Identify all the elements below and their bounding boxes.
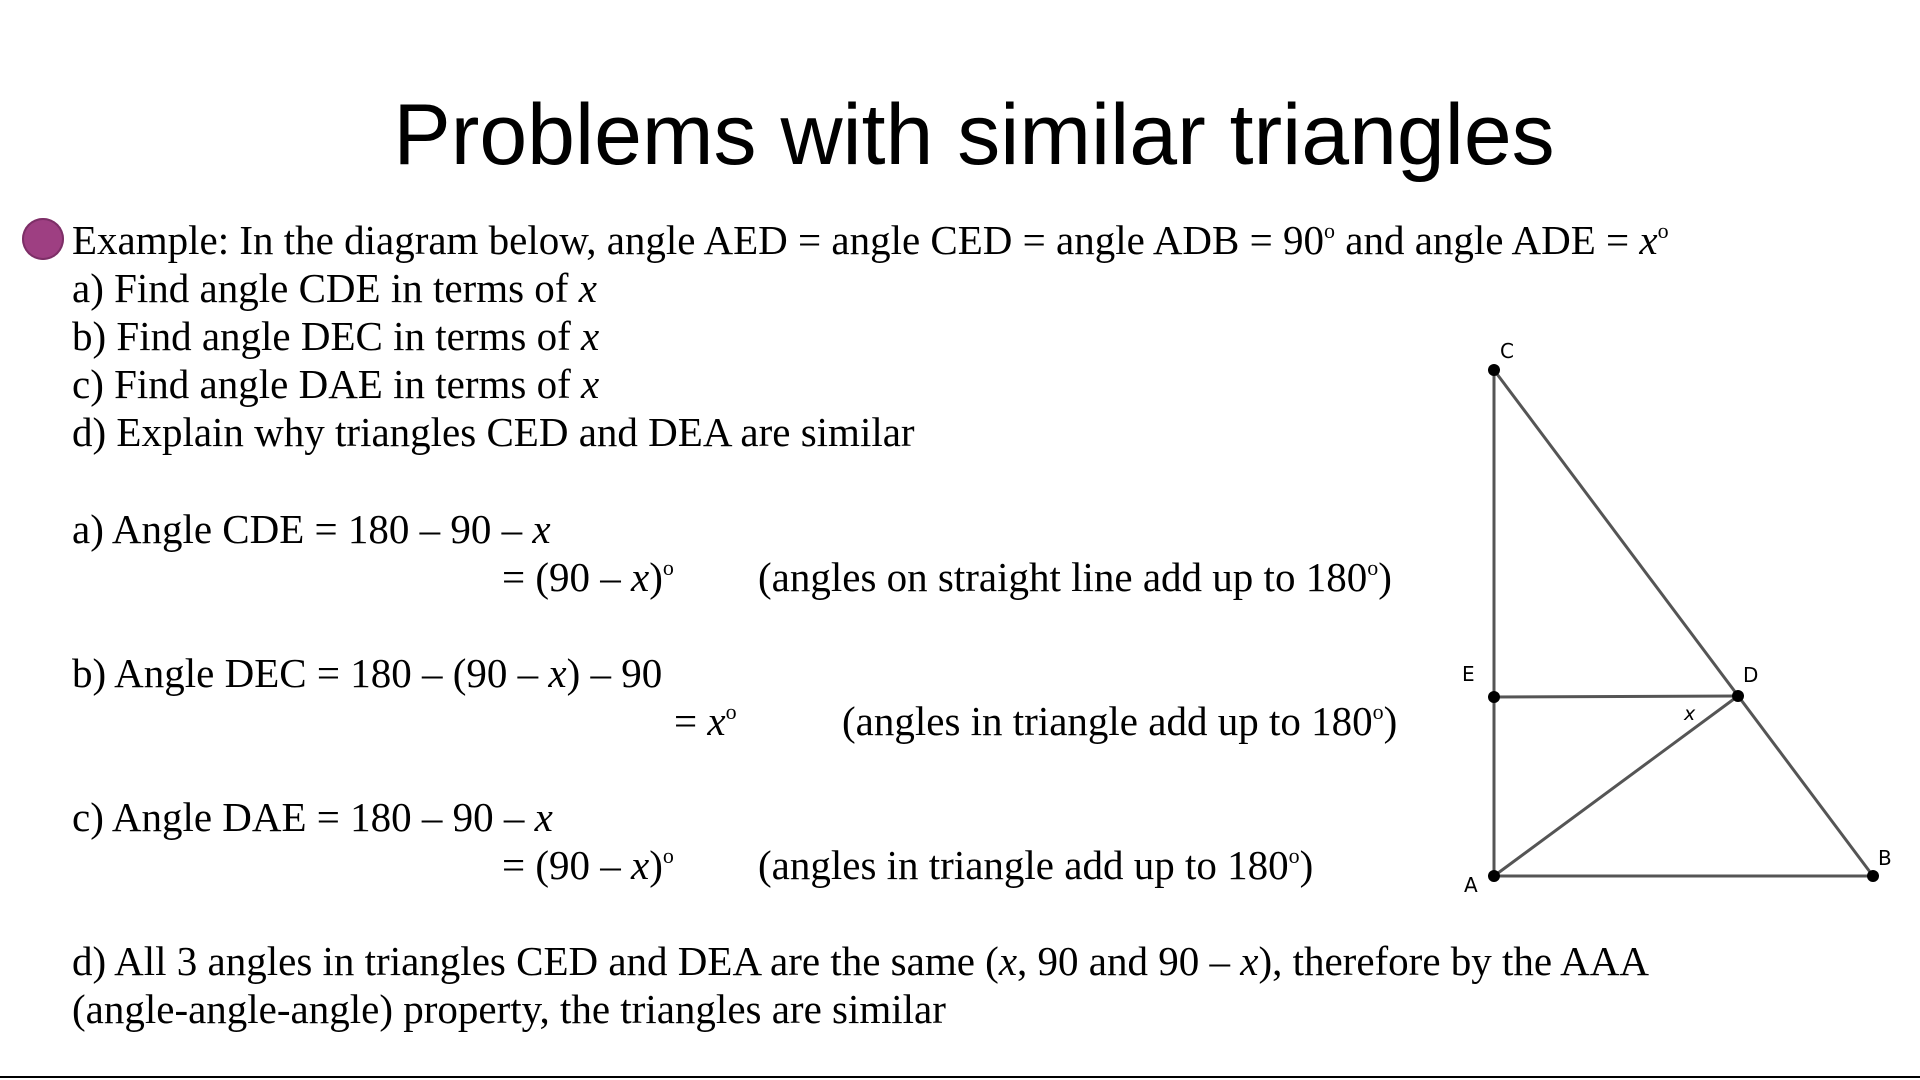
degree-sign: o bbox=[1372, 699, 1384, 724]
answer-b-line1-post: ) – 90 bbox=[566, 650, 663, 696]
answer-b-reason bbox=[842, 697, 1397, 745]
question-intro bbox=[72, 216, 1669, 264]
variable-x: x bbox=[534, 794, 553, 840]
answer-d-line1-pre: d) All 3 angles in triangles CED and DEA are the same ( bbox=[72, 938, 999, 984]
segment-ed bbox=[1494, 696, 1738, 697]
label-d: D bbox=[1743, 663, 1759, 687]
label-b: B bbox=[1878, 846, 1892, 870]
question-b bbox=[72, 312, 599, 360]
label-a: A bbox=[1464, 873, 1478, 897]
variable-x: x bbox=[532, 506, 551, 552]
bottom-border bbox=[0, 1076, 1920, 1078]
answer-c-reason-text: (angles in triangle add up to 180 bbox=[758, 842, 1289, 888]
answer-a-line2-post: ) bbox=[649, 554, 663, 600]
variable-x: x bbox=[548, 650, 567, 696]
answer-a-line1-text: a) Angle CDE = 180 – 90 – bbox=[72, 506, 533, 552]
segment-cb bbox=[1494, 370, 1873, 876]
question-c-text: c) Find angle DAE in terms of bbox=[72, 361, 581, 407]
answer-d-line1 bbox=[72, 937, 1649, 985]
answer-d-line1-post: ), therefore by the AAA bbox=[1258, 938, 1649, 984]
answer-a-line1 bbox=[72, 505, 551, 553]
answer-a-line2 bbox=[502, 553, 674, 601]
answer-b-reason-close: ) bbox=[1383, 698, 1398, 744]
question-intro-mid: and angle ADE = bbox=[1335, 217, 1640, 263]
answer-b-line1-pre: b) Angle DEC = 180 – (90 – bbox=[72, 650, 549, 696]
point-e bbox=[1488, 691, 1500, 703]
degree-sign: o bbox=[662, 843, 674, 868]
point-b bbox=[1867, 870, 1879, 882]
variable-x: x bbox=[631, 554, 650, 600]
answer-c-reason bbox=[758, 841, 1313, 889]
point-d bbox=[1732, 690, 1744, 702]
question-c bbox=[72, 360, 599, 408]
triangle-diagram bbox=[1440, 330, 1900, 910]
variable-x: x bbox=[707, 698, 726, 744]
label-c: C bbox=[1500, 339, 1514, 363]
answer-c-line1-text: c) Angle DAE = 180 – 90 – bbox=[72, 794, 535, 840]
answer-b-line1 bbox=[72, 649, 662, 697]
degree-sign: o bbox=[1324, 218, 1336, 243]
answer-d-line1-mid: , 90 and 90 – bbox=[1017, 938, 1241, 984]
variable-x: x bbox=[581, 313, 600, 359]
answer-c-reason-close: ) bbox=[1299, 842, 1314, 888]
variable-x: x bbox=[631, 842, 650, 888]
variable-x: x bbox=[580, 361, 600, 407]
answer-a-reason bbox=[758, 553, 1392, 601]
question-intro-text: Example: In the diagram below, angle AED = angle CED = angle ADB = 90 bbox=[72, 217, 1325, 263]
answer-b-reason-text: (angles in triangle add up to 180 bbox=[842, 698, 1373, 744]
answer-b-line2-pre: = bbox=[674, 698, 708, 744]
degree-sign: o bbox=[1657, 218, 1669, 243]
question-a bbox=[72, 264, 597, 312]
variable-x: x bbox=[578, 265, 597, 311]
answer-b-line2 bbox=[674, 697, 737, 745]
answer-c-line2-pre: = (90 – bbox=[502, 842, 632, 888]
answer-c-line2 bbox=[502, 841, 674, 889]
bullet-dot bbox=[22, 218, 64, 260]
label-e: E bbox=[1462, 662, 1475, 686]
answer-a-reason-text: (angles on straight line add up to 180 bbox=[758, 554, 1368, 600]
degree-sign: o bbox=[725, 699, 737, 724]
variable-x: x bbox=[1240, 938, 1259, 984]
segment-ad bbox=[1494, 696, 1738, 876]
answer-a-reason-close: ) bbox=[1378, 554, 1392, 600]
point-c bbox=[1488, 364, 1500, 376]
degree-sign: o bbox=[662, 555, 674, 580]
degree-sign: o bbox=[1367, 555, 1379, 580]
variable-x: x bbox=[1639, 217, 1658, 263]
variable-x: x bbox=[998, 938, 1018, 984]
question-b-text: b) Find angle DEC in terms of bbox=[72, 313, 582, 359]
answer-c-line2-post: ) bbox=[649, 842, 663, 888]
answer-a-line2-pre: = (90 – bbox=[502, 554, 632, 600]
answer-c-line1 bbox=[72, 793, 553, 841]
label-angle-x: x bbox=[1684, 703, 1696, 725]
answer-d-line2: (angle-angle-angle) property, the triangles are similar bbox=[72, 986, 946, 1032]
question-a-text: a) Find angle CDE in terms of bbox=[72, 265, 579, 311]
question-d: d) Explain why triangles CED and DEA are similar bbox=[72, 409, 915, 455]
degree-sign: o bbox=[1288, 843, 1300, 868]
point-a bbox=[1488, 870, 1500, 882]
slide-title: Problems with similar triangles bbox=[393, 87, 1555, 183]
